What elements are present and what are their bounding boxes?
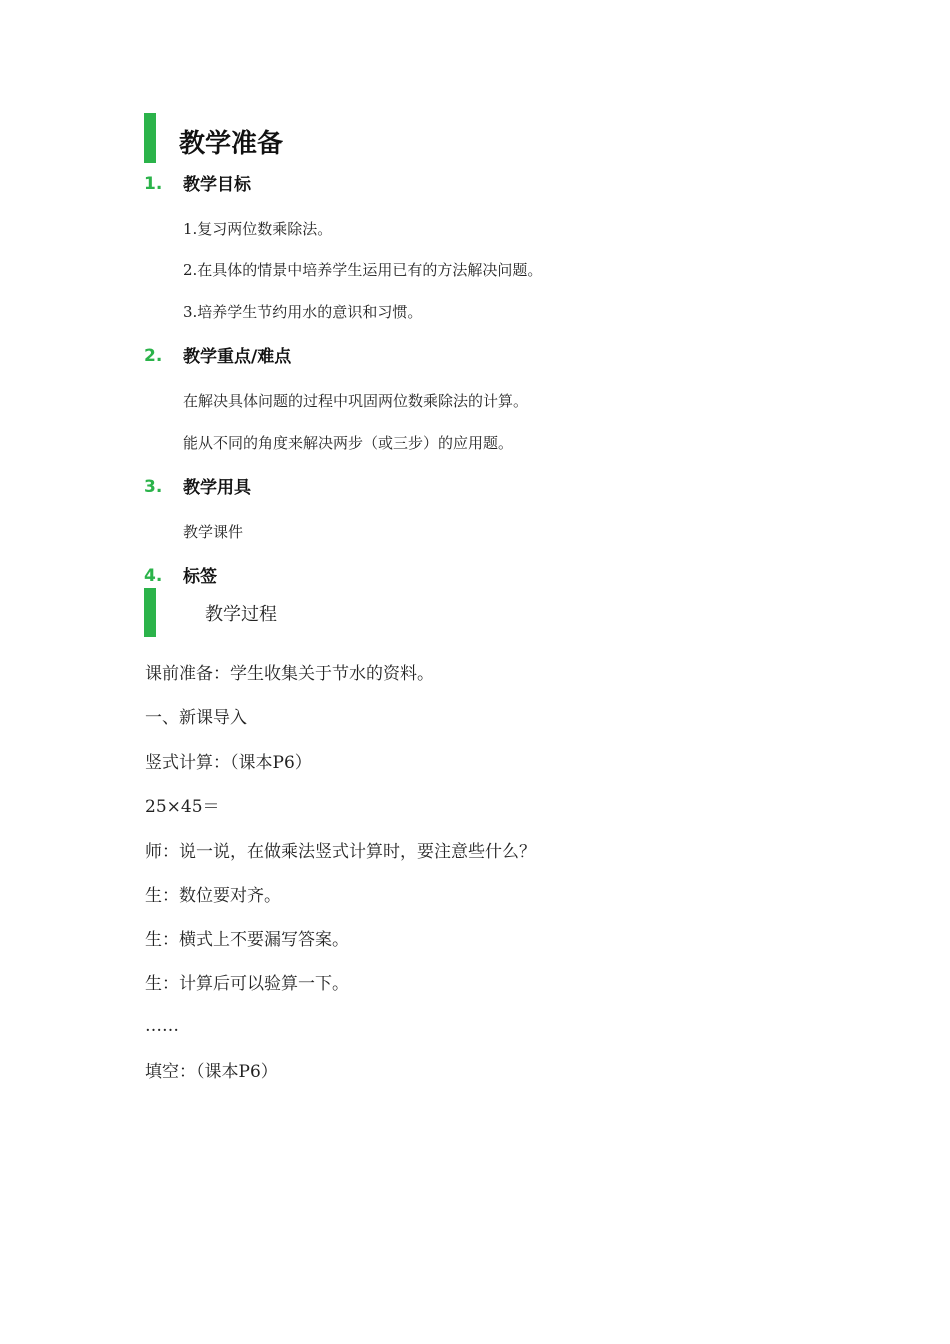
section-number: 4. bbox=[144, 566, 163, 586]
section-title-objectives: 教学目标 bbox=[183, 175, 251, 195]
tool-line: 教学课件 bbox=[183, 523, 244, 541]
process-line: 生：横式上不要漏写答案。 bbox=[145, 930, 349, 950]
section-number: 1. bbox=[144, 174, 163, 194]
process-line: 师：说一说，在做乘法竖式计算时，要注意些什么？ bbox=[145, 842, 536, 862]
section-number: 2. bbox=[144, 346, 163, 366]
section-title-tags: 标签 bbox=[183, 567, 217, 587]
objective-line: 2.在具体的情景中培养学生运用已有的方法解决问题。 bbox=[183, 261, 543, 279]
process-line: 一、新课导入 bbox=[145, 708, 247, 728]
heading-accent-bar bbox=[144, 588, 156, 637]
preparation-title: 教学准备 bbox=[179, 129, 284, 159]
objective-line: 1.复习两位数乘除法。 bbox=[183, 220, 333, 238]
section-number: 3. bbox=[144, 477, 163, 497]
process-line: 生：计算后可以验算一下。 bbox=[145, 974, 349, 994]
process-line: 生：数位要对齐。 bbox=[145, 886, 281, 906]
section-title-key-points: 教学重点/难点 bbox=[183, 347, 292, 367]
objective-line: 3.培养学生节约用水的意识和习惯。 bbox=[183, 303, 423, 321]
process-line: …… bbox=[145, 1016, 179, 1036]
process-line: 填空：（课本P6） bbox=[145, 1062, 278, 1082]
process-line: 竖式计算：（课本P6） bbox=[145, 753, 312, 773]
heading-accent-bar bbox=[144, 113, 156, 163]
key-point-line: 能从不同的角度来解决两步（或三步）的应用题。 bbox=[183, 434, 514, 452]
process-line: 25×45＝ bbox=[145, 797, 220, 817]
key-point-line: 在解决具体问题的过程中巩固两位数乘除法的计算。 bbox=[183, 392, 529, 410]
section-title-tools: 教学用具 bbox=[183, 478, 251, 498]
process-line: 课前准备：学生收集关于节水的资料。 bbox=[145, 664, 434, 684]
process-title: 教学过程 bbox=[205, 604, 277, 625]
